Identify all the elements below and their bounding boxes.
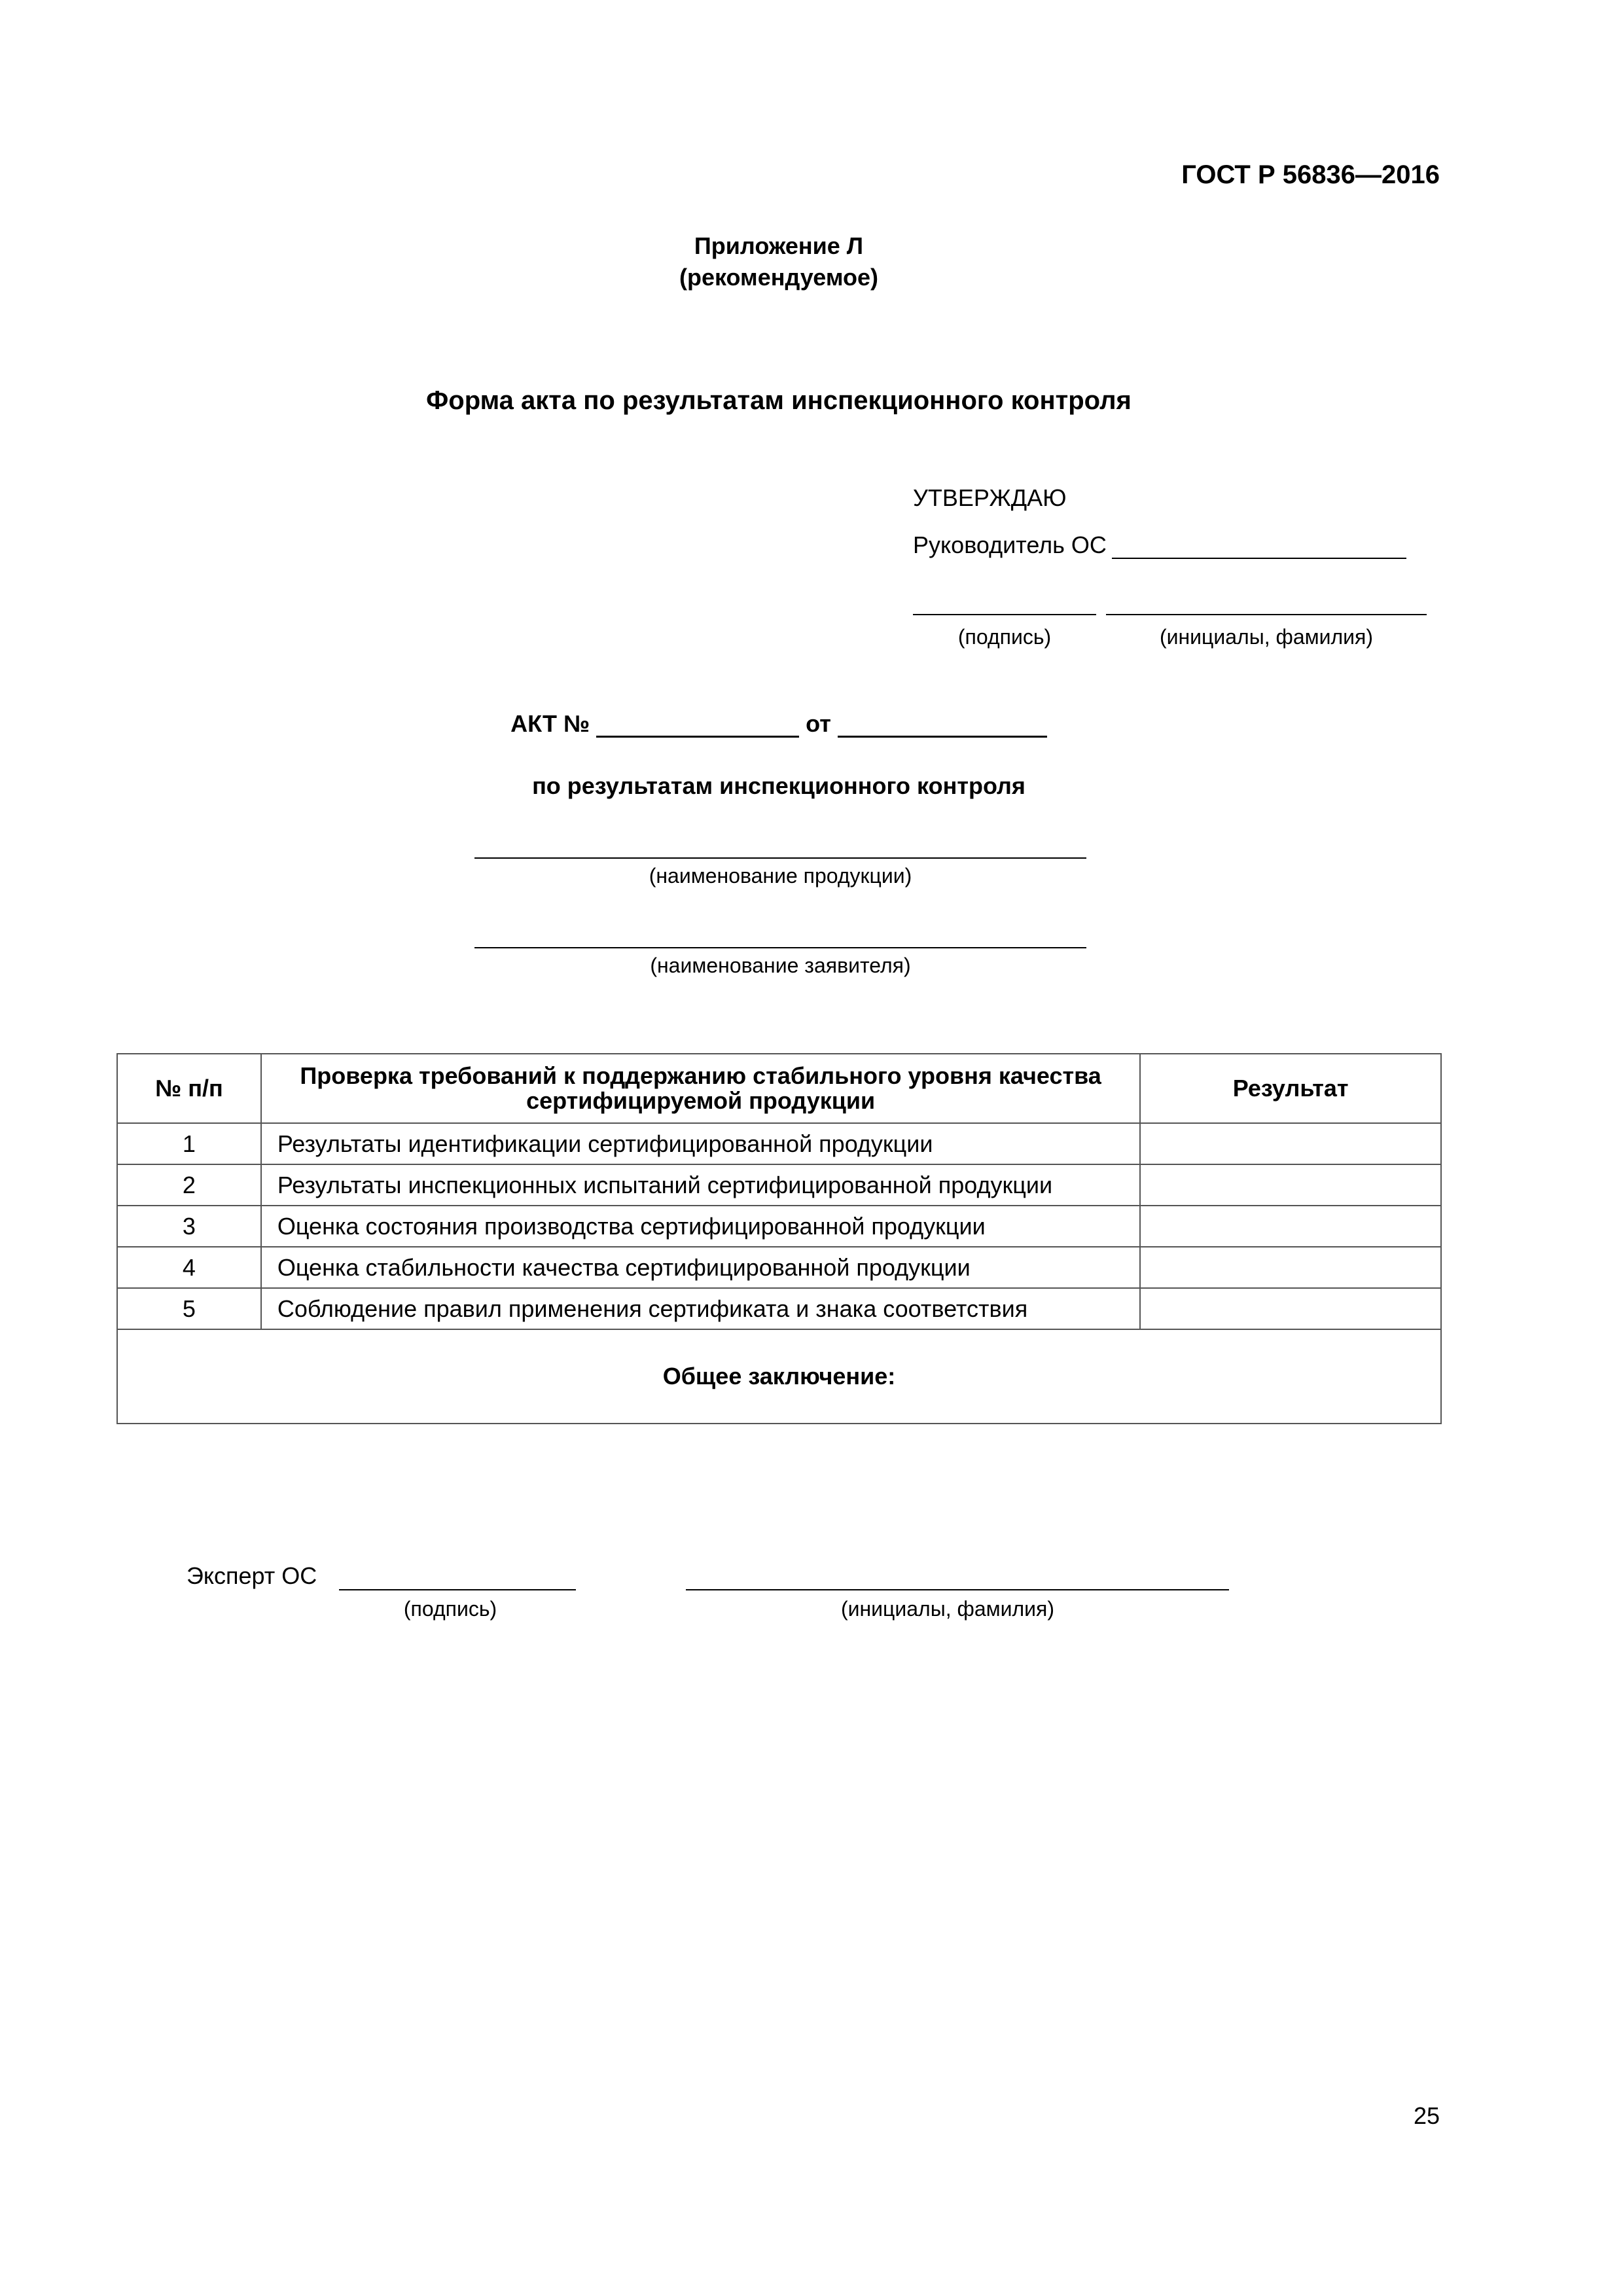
row-text: Оценка состояния производства сертифицированной продукции <box>261 1206 1141 1247</box>
row-result <box>1140 1206 1441 1247</box>
standard-code: ГОСТ Р 56836—2016 <box>1181 160 1440 189</box>
row-num: 2 <box>117 1164 261 1206</box>
applicant-name-line <box>474 947 1086 948</box>
row-result <box>1140 1123 1441 1164</box>
row-num: 4 <box>117 1247 261 1288</box>
expert-signature-line <box>339 1589 576 1590</box>
head-name-line <box>1112 538 1406 559</box>
header-num: № п/п <box>117 1054 261 1123</box>
expert-signature-caption: (подпись) <box>403 1597 497 1621</box>
header-result: Результат <box>1140 1054 1441 1123</box>
form-title: Форма акта по результатам инспекционного контроля <box>426 386 1132 415</box>
page-number: 25 <box>1413 2102 1440 2129</box>
conclusion-row <box>117 1329 1441 1424</box>
annex-heading <box>0 230 1558 293</box>
approve-label: УТВЕРЖДАЮ <box>913 484 1067 511</box>
row-text: Результаты инспекционных испытаний сертифицированной продукции <box>261 1164 1141 1206</box>
approval-signature-caption: (подпись) <box>957 625 1052 649</box>
act-number-row <box>0 710 1558 738</box>
annex-status: (рекомендуемое) <box>679 264 878 291</box>
approval-name-caption: (инициалы, фамилия) <box>1159 625 1374 649</box>
applicant-caption: (наименование заявителя) <box>650 954 911 977</box>
inspection-table <box>116 1053 1442 1424</box>
conclusion-label: Общее заключение: <box>117 1329 1441 1424</box>
table-row <box>117 1123 1441 1164</box>
row-text: Оценка стабильности качества сертифицированной продукции <box>261 1247 1141 1288</box>
row-num: 3 <box>117 1206 261 1247</box>
expert-name-line <box>686 1589 1229 1590</box>
approval-signature-line <box>913 614 1096 615</box>
act-date-line <box>838 713 1047 738</box>
row-result <box>1140 1247 1441 1288</box>
expert-name-caption: (инициалы, фамилия) <box>840 1597 1055 1621</box>
row-result <box>1140 1288 1441 1329</box>
row-text: Результаты идентификации сертифицированной продукции <box>261 1123 1141 1164</box>
row-result <box>1140 1164 1441 1206</box>
row-text: Соблюдение правил применения сертификата и знака соответствия <box>261 1288 1141 1329</box>
act-from-label: от <box>806 710 831 737</box>
act-subtitle: по результатам инспекционного контроля <box>532 772 1026 799</box>
row-num: 1 <box>117 1123 261 1164</box>
table-row <box>117 1288 1441 1329</box>
table-header-row <box>117 1054 1441 1123</box>
approval-name-line <box>1106 614 1427 615</box>
row-num: 5 <box>117 1288 261 1329</box>
product-name-line <box>474 857 1086 859</box>
act-number-label: АКТ № <box>510 710 590 737</box>
table-row <box>117 1164 1441 1206</box>
table-row <box>117 1206 1441 1247</box>
table-row <box>117 1247 1441 1288</box>
header-check: Проверка требований к поддержанию стабильного уровня качества сертифицируемой продукции <box>261 1054 1141 1123</box>
expert-label: Эксперт ОС <box>187 1562 317 1589</box>
head-row <box>913 531 1406 559</box>
act-number-line <box>596 713 799 738</box>
annex-title: Приложение Л <box>694 232 864 259</box>
head-label: Руководитель ОС <box>913 531 1107 558</box>
product-caption: (наименование продукции) <box>649 864 912 888</box>
